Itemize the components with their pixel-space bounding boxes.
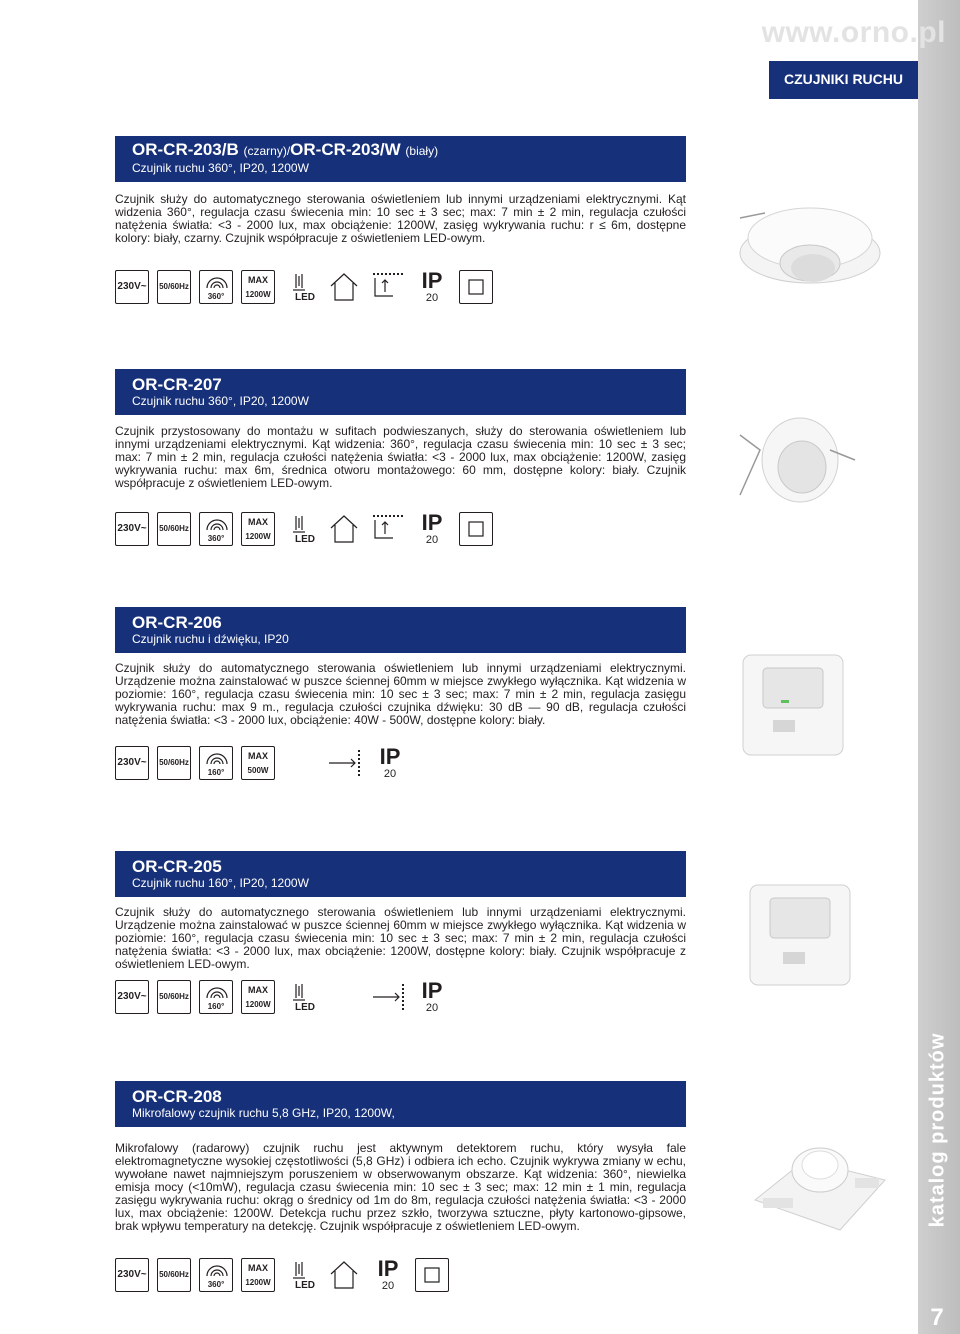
product-description: Czujnik służy do automatycznego sterowania oświetleniem lub innymi urządzeniami elektrycznymi. Urządzenie można zainstalować w puszce ściennej 60mm w miejsce zwykłego wyłącznika. Kąt widzenia w poziomie: 160°, regulacja czasu świecenia min: 10 sec ± 3 sec; max: 7 min ± 2 min, regulacja zasięgu wykrywania ruchu: max 9 m., regulacja czułości czujnika dźwięku: 30 dB — 90 dB, regulacja czułości natężenia światła: <3 - 2000 lux, obciążenie: 40W - 500W, dostępne kolory: biały. <box>115 661 686 727</box>
product-description: Mikrofalowy (radarowy) czujnik ruchu jest aktywnym detektorem ruchu, który wysyła fale elektromagnetyczne wysokiej częstotliwości (5,8 GHz) i odbiera ich echo. Czujnik wykrywa zmiany w echu, wywołane nawet najmniejszym poruszeniem w obserwowanym obszarze. Kąt widzenia: 360°, niewielka emisja mocy (<10mW), regulacja czasu świecenia min: 10 sec ± 3 sec; max: 12 min ± 1 min, regulacja zasięgu wykrywania ruchu: okrąg o średnicy od 1m do 8m, regulacja czułości natężenia światła: <3 - 2000 lux, max obciążenie: 1200W. Detekcja ruchu przez szkło, tworzywa sztuczne, płyty kartonowo-gipsowe, brak wpływu temperatury na detekcję. Czujnik współpracuje z oświetleniem LED-owym. <box>115 1141 686 1233</box>
product-title: OR-CR-207 <box>132 375 222 394</box>
angle-icon: 360° <box>199 270 233 304</box>
max-power-icon: MAX 1200W <box>241 270 275 304</box>
ip-rating-icon: IP 20 <box>377 1256 399 1292</box>
ip-rating-icon: IP 20 <box>421 978 443 1014</box>
angle-icon: 360° <box>199 512 233 546</box>
max-power-icon: MAX 1200W <box>241 980 275 1014</box>
led-bulb-icon: LED <box>285 270 319 304</box>
indoor-house-icon <box>327 1258 361 1292</box>
product-subtitle: Czujnik ruchu 360°, IP20, 1200W <box>132 161 309 175</box>
voltage-icon: 230V~ <box>115 1258 149 1292</box>
angle-icon: 160° <box>199 746 233 780</box>
ip-rating-icon: IP 20 <box>421 268 443 304</box>
product-description: Czujnik przystosowany do montażu w sufitach podwieszanych, służy do sterowania oświetleniem lub innymi urządzeniami elektrycznymi. Kąt widzenia: 360°, regulacja czasu świecenia min: 10 sec ± 3 sec; max: 7 min ± 2 min, regulacja czułości natężenia światła: <3 - 2000 lux, max obciążenie: 1200W, zasięg wykrywania ruchu: max 6m, średnica otworu montażowego: 60 mm, dostępne kolory: biały. Czujnik współpracuje z oświetleniem LED-owym. <box>115 424 686 490</box>
voltage-icon: 230V~ <box>115 746 149 780</box>
led-bulb-icon: LED <box>285 980 319 1014</box>
catalog-vertical-label: katalog produktów <box>926 1032 949 1228</box>
frequency-icon: 50/60Hz <box>157 270 191 304</box>
product-title: OR-CR-205 <box>132 857 222 876</box>
site-url: www.orno.pl <box>761 16 946 49</box>
frequency-icon: 50/60Hz <box>157 1258 191 1292</box>
product-subtitle: Mikrofalowy czujnik ruchu 5,8 GHz, IP20, 1200W, <box>132 1106 395 1120</box>
ip-rating-icon: IP 20 <box>379 744 401 780</box>
angle-icon: 160° <box>199 980 233 1014</box>
product-description: Czujnik służy do automatycznego sterowania oświetleniem lub innymi urządzeniami elektrycznymi. Kąt widzenia 360°, regulacja czasu świecenia min: 10 sec ± 3 sec; max: 7 min ± 2 min, regulacja czułości natężenia światła: <3 - 2000 lux, max obciążenie: 1200W, zasięg wykrywania ruchu: r ≤ 6m, dostępne kolory: biały, czarny. Czujnik współpracuje z oświetleniem LED-owym. <box>115 192 686 245</box>
led-bulb-icon: LED <box>285 1258 319 1292</box>
angle-icon: 360° <box>199 1258 233 1292</box>
voltage-icon: 230V~ <box>115 512 149 546</box>
product-photo-microwave-sensor <box>745 1120 895 1245</box>
product-title: OR-CR-203/B (czarny)/OR-CR-203/W (biały) <box>132 140 439 159</box>
product-title-bar <box>115 1081 686 1127</box>
category-title: CZUJNIKI RUCHU <box>784 71 903 87</box>
product-subtitle: Czujnik ruchu 360°, IP20, 1200W <box>132 394 309 408</box>
product-subtitle: Czujnik ruchu i dźwięku, IP20 <box>132 632 289 646</box>
frequency-icon: 50/60Hz <box>157 746 191 780</box>
page-number: 7 <box>930 1304 944 1331</box>
protection-class-icon <box>415 1258 449 1292</box>
product-title: OR-CR-208 <box>132 1087 222 1106</box>
ip-rating-icon: IP 20 <box>421 510 443 546</box>
frequency-icon: 50/60Hz <box>157 512 191 546</box>
product-title: OR-CR-206 <box>132 613 222 632</box>
max-power-icon: MAX 1200W <box>241 1258 275 1292</box>
max-power-icon: MAX 1200W <box>241 512 275 546</box>
voltage-icon: 230V~ <box>115 980 149 1014</box>
voltage-icon: 230V~ <box>115 270 149 304</box>
product-subtitle: Czujnik ruchu 160°, IP20, 1200W <box>132 876 309 890</box>
led-bulb-icon: LED <box>285 512 319 546</box>
frequency-icon: 50/60Hz <box>157 980 191 1014</box>
max-power-icon: MAX 500W <box>241 746 275 780</box>
spec-icons <box>115 1258 515 1294</box>
product-description: Czujnik służy do automatycznego sterowania oświetleniem lub innymi urządzeniami elektrycznymi. Urządzenie można zainstalować w puszce ściennej 60mm w miejsce zwykłego wyłącznika. Kąt widzenia w poziomie: 160°, regulacja czasu świecenia min: 10 sec ± 3 sec; max: 7 min ± 2 min, regulacja czułości natężenia światła: <3 - 2000 lux, max obciążenie: 1200W, dostępne kolory: biały. Czujnik współpracuje z oświetleniem LED-owym. <box>115 905 686 971</box>
